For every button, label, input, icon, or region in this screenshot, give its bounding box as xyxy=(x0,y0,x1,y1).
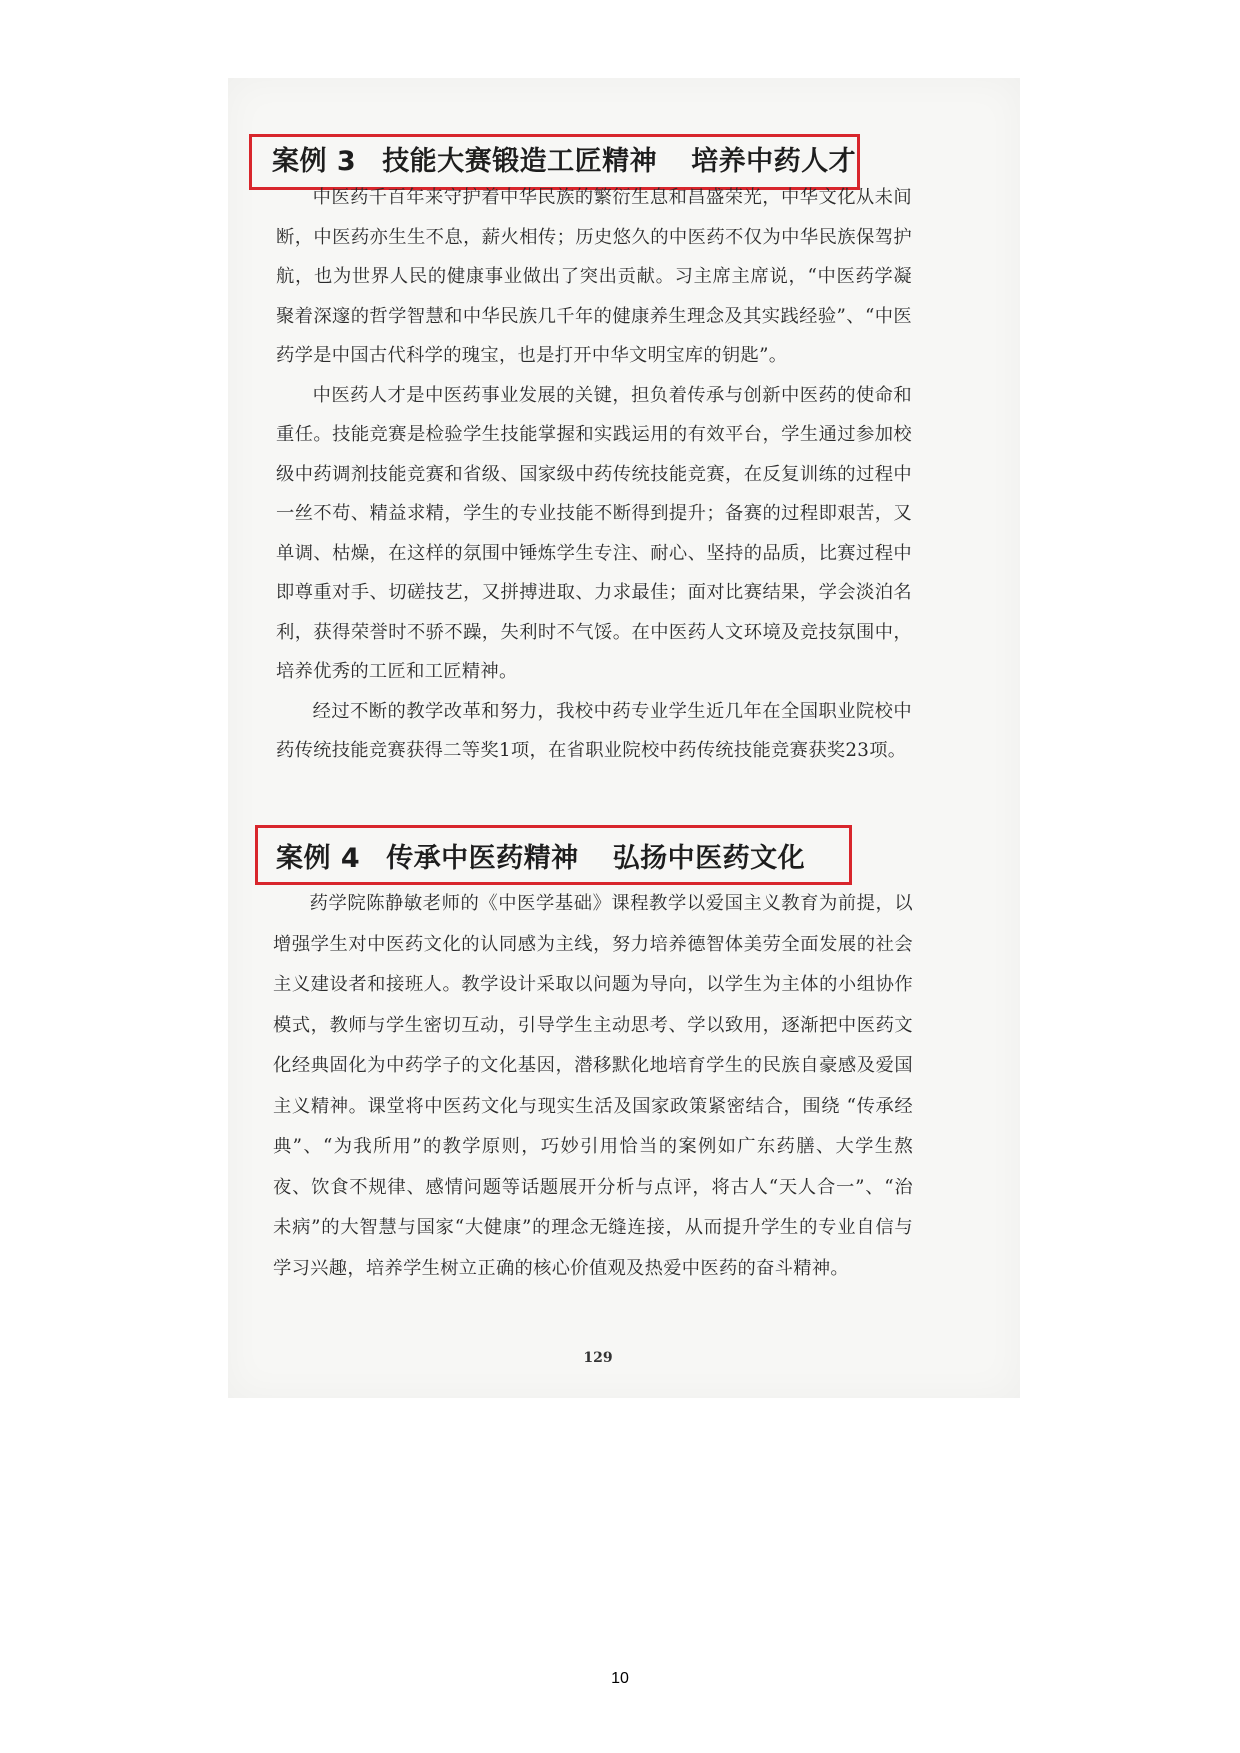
document-page-number: 10 xyxy=(611,1670,629,1687)
case-3-title-part-2: 培养中药人才 xyxy=(691,146,857,177)
case-4-body xyxy=(273,884,913,1289)
case-4-title-part-2: 弘扬中医药文化 xyxy=(612,843,806,874)
case-3-label: 案例 3 xyxy=(272,146,357,177)
case-3-paragraph-3: 经过不断的教学改革和努力，我校中药专业学生近几年在全国职业院校中药传统技能竞赛获得二等奖1项，在省职业院校中药传统技能竞赛获奖23项。 xyxy=(276,700,912,761)
case-3-paragraph-1: 中医药千百年来守护着中华民族的繁衍生息和昌盛荣光，中华文化从未间断，中医药亦生生不息，薪火相传；历史悠久的中医药不仅为中华民族保驾护航，也为世界人民的健康事业做出了突出贡献。习主席主席说，“中医药学凝聚着深邃的哲学智慧和中华民族几千年的健康养生理念及其实践经验”、“中医药学是中国古代科学的瑰宝，也是打开中华文明宝库的钥匙”。 xyxy=(276,187,912,366)
case-4-label: 案例 4 xyxy=(276,843,361,874)
case-4-heading xyxy=(276,836,805,875)
case-3-body xyxy=(276,178,912,771)
case-3-heading xyxy=(272,139,856,178)
book-page-number: 129 xyxy=(583,1350,613,1366)
case-4-title-part-1: 传承中医药精神 xyxy=(386,843,579,874)
case-3-paragraph-2: 中医药人才是中医药事业发展的关键，担负着传承与创新中医药的使命和重任。技能竞赛是检验学生技能掌握和实践运用的有效平台，学生通过参加校级中药调剂技能竞赛和省级、国家级中药传统技能竞赛，在反复训练的过程中一丝不苟、精益求精，学生的专业技能不断得到提升；备赛的过程即艰苦，又单调、枯燥，在这样的氛围中锤炼学生专注、耐心、坚持的品质，比赛过程中即尊重对手、切磋技艺，又拼搏进取、力求最佳；面对比赛结果，学会淡泊名利，获得荣誉时不骄不躁，失利时不气馁。在中医药人文环境及竞技氛围中，培养优秀的工匠和工匠精神。 xyxy=(276,384,912,682)
case-3-title-part-1: 技能大赛锻造工匠精神 xyxy=(382,146,658,177)
case-4-paragraph-1: 药学院陈静敏老师的《中医学基础》课程教学以爱国主义教育为前提，以增强学生对中医药文化的认同感为主线，努力培养德智体美劳全面发展的社会主义建设者和接班人。教学设计采取以问题为导向，以学生为主体的小组协作模式，教师与学生密切互动，引导学生主动思考、学以致用，逐渐把中医药文化经典固化为中药学子的文化基因，潜移默化地培育学生的民族自豪感及爱国主义精神。课堂将中医药文化与现实生活及国家政策紧密结合，围绕 “传承经典”、“为我所用”的教学原则，巧妙引用恰当的案例如广东药膳、大学生熬夜、饮食不规律、感情问题等话题展开分析与点评，将古人“天人合一”、“治未病”的大智慧与国家“大健康”的理念无缝连接，从而提升学生的专业自信与学习兴趣，培养学生树立正确的核心价值观及热爱中医药的奋斗精神。 xyxy=(273,893,913,1279)
